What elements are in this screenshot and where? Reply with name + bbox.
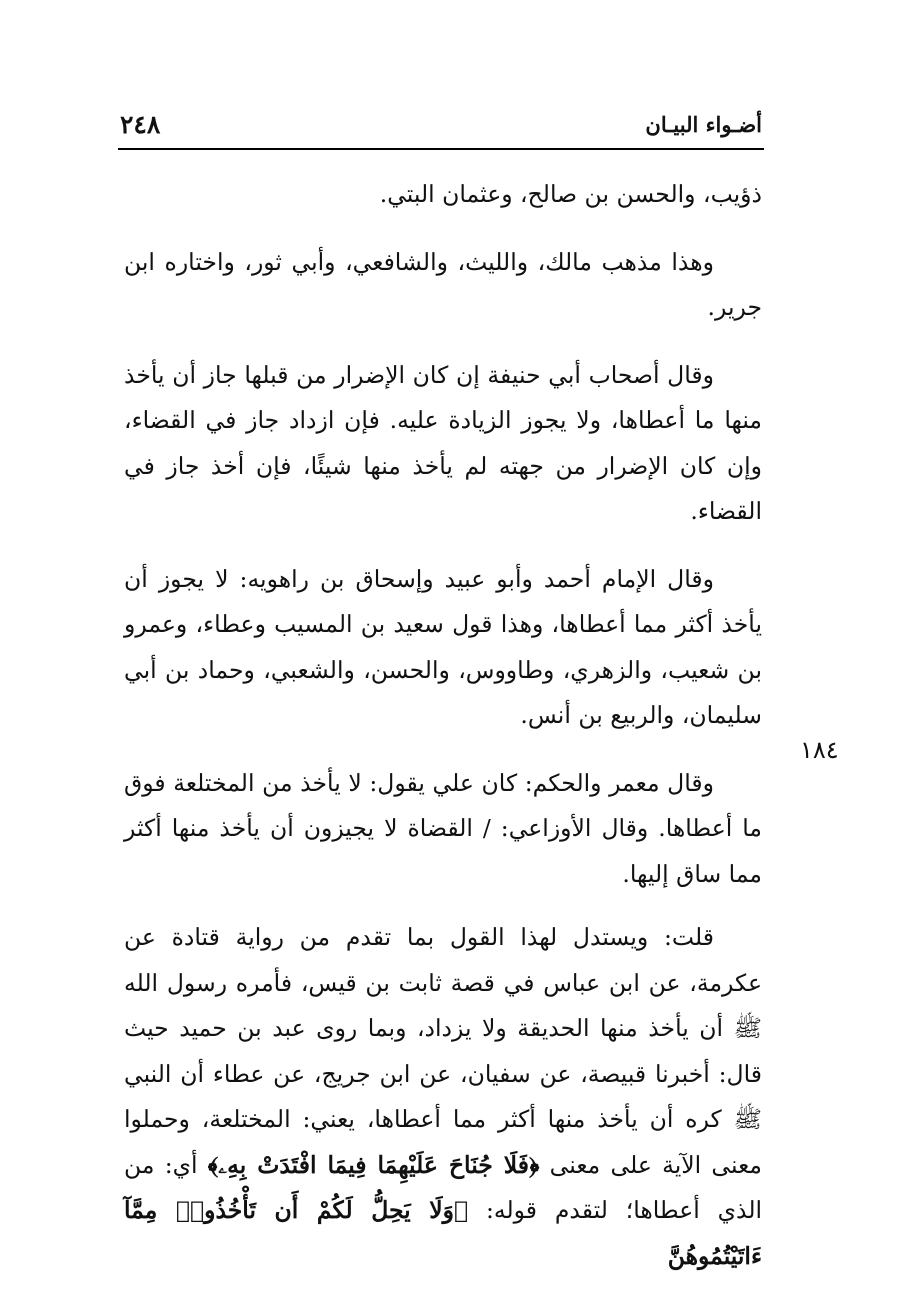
book-title: أضـواء البيـان [645,112,762,137]
page-number: ٢٤٨ [120,110,161,139]
paragraph: وهذا مذهب مالك، والليث، والشافعي، وأبي ثور، واختاره ابن جرير. [124,247,762,321]
page-header [118,108,764,150]
paragraph-text: أي: من الذي أعطاها؛ لتقدم قوله: [124,1150,763,1224]
paragraph-text: قلت: ويستدل لهذا القول بما تقدم من رواية قتادة عن عكرمة، عن ابن عباس في قصة ثابت بن قيس، فأمره رسول الله ﷺ أن يأخذ منها الحديقة ولا يزداد، وبما روى عبد بن حميد حيث قال: أخبرنا قبيصة، عن سفيان، عن ابن جريج، عن عطاء أن النبي ﷺ كره أن يأخذ منها أكثر مما أعطاها، يعني: المختلعة، وحملوا معنى الآية على معنى [124,923,763,1179]
paragraph: وقال أصحاب أبي حنيفة إن كان الإضرار من قبلها جاز أن يأخذ منها ما أعطاها، ولا يجوز الزيادة عليه. فإن ازداد جاز في القضاء، وإن كان الإضرار من جهته لم يأخذ منها شيئًا، فإن أخذ جاز في القضاء. [124,360,762,525]
paragraph: وقال معمر والحكم: كان علي يقول: لا يأخذ من المختلعة فوق ما أعطاها. وقال الأوزاعي: / القضاة لا يجيزون أن يأخذ منها أكثر مما ساق إليها. [124,768,762,888]
paragraph [124,915,762,1279]
quran-verse: ﴿فَلَا جُنَاحَ عَلَيْهِمَا فِيمَا افْتَدَتْ بِهِۦ﴾ [207,1150,540,1179]
quran-verse: ﴿وَلَا يَحِلُّ لَكُمْ أَن تَأْخُذُوا۟ مِمَّآ ءَاتَيْتُمُوهُنَّ [124,1196,762,1270]
body-text [124,172,762,1301]
paragraph: وقال الإمام أحمد وأبو عبيد وإسحاق بن راهويه: لا يجوز أن يأخذ أكثر مما أعطاها، وهذا قول سعيد بن المسيب وعطاء، وعمرو بن شعيب، والزهري، وطاووس، والحسن، والشعبي، وحماد بن أبي سليمان، والربيع بن أنس. [124,564,762,729]
paragraph: ذؤيب، والحسن بن صالح، وعثمان البتي. [379,180,762,208]
margin-page-reference: ١٨٤ [800,736,839,764]
